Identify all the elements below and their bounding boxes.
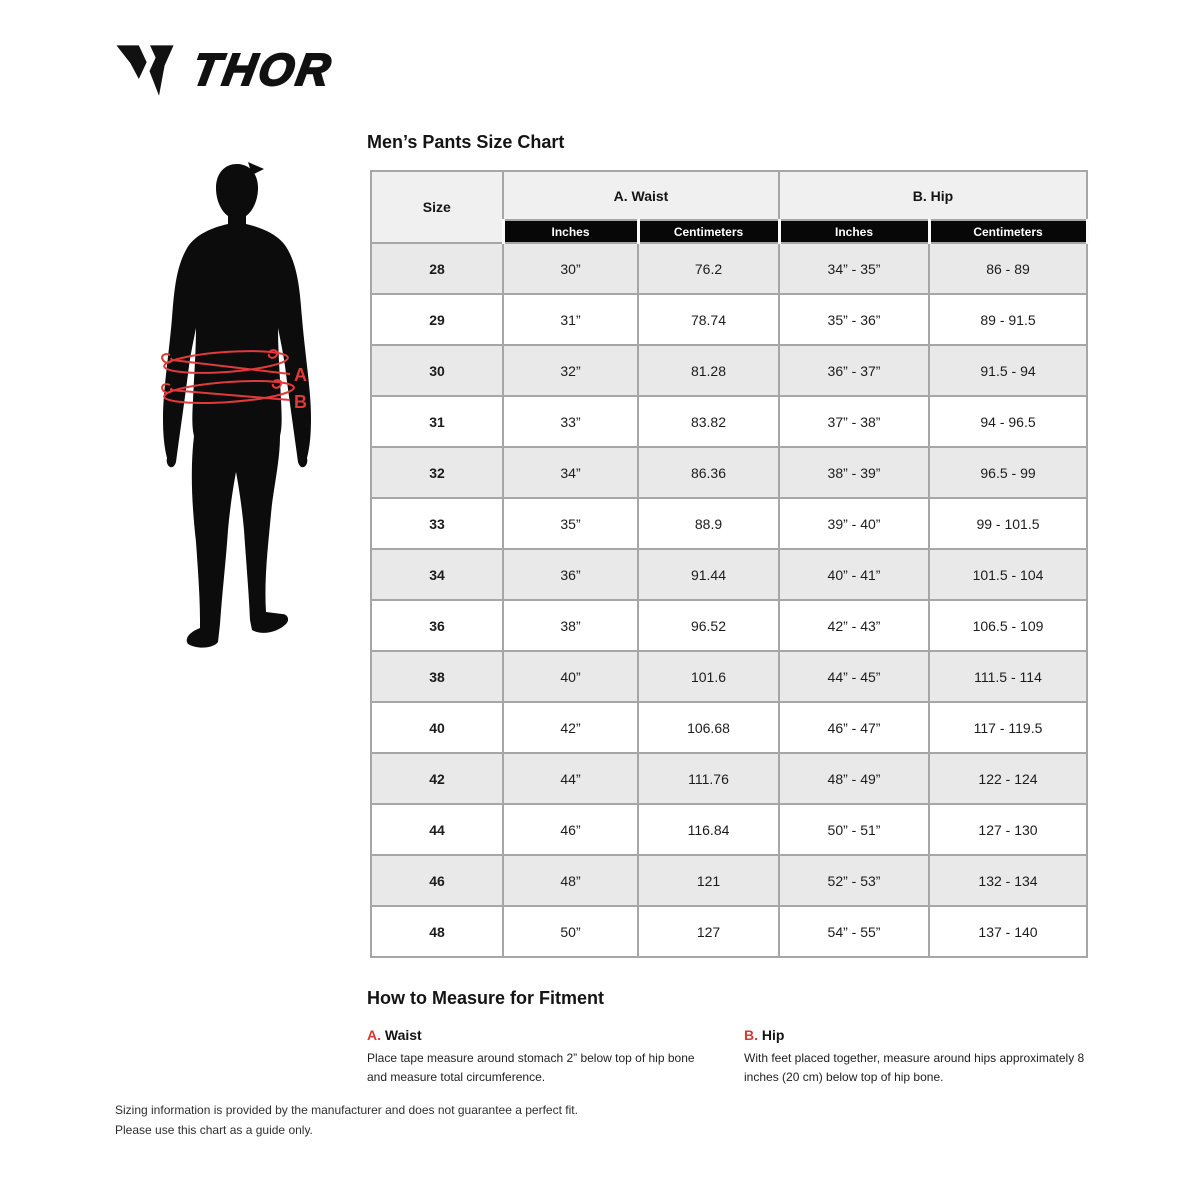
cell-size: 38 — [371, 651, 503, 702]
figure-label-b: B — [294, 392, 307, 412]
cell-hip-centimeters: 137 - 140 — [929, 906, 1087, 957]
cell-hip-centimeters: 89 - 91.5 — [929, 294, 1087, 345]
cell-waist-inches: 38” — [503, 600, 638, 651]
cell-hip-inches: 35” - 36” — [779, 294, 929, 345]
cell-hip-inches: 46” - 47” — [779, 702, 929, 753]
cell-waist-inches: 32” — [503, 345, 638, 396]
measure-item-hip-title — [744, 1027, 1089, 1043]
cell-hip-inches: 40” - 41” — [779, 549, 929, 600]
cell-size: 44 — [371, 804, 503, 855]
cell-size: 40 — [371, 702, 503, 753]
cell-waist-centimeters: 106.68 — [638, 702, 779, 753]
page-title: Men’s Pants Size Chart — [367, 132, 565, 152]
cell-hip-inches: 44” - 45” — [779, 651, 929, 702]
measure-name-waist: Waist — [384, 1027, 422, 1043]
subheader-hip-centimeters: Centimeters — [929, 220, 1087, 243]
cell-size: 48 — [371, 906, 503, 957]
thor-horns-icon — [113, 42, 177, 98]
table-row — [371, 804, 1087, 855]
column-header-size: Size — [371, 171, 503, 243]
cell-hip-inches: 36” - 37” — [779, 345, 929, 396]
cell-size: 30 — [371, 345, 503, 396]
cell-waist-inches: 34” — [503, 447, 638, 498]
cell-hip-centimeters: 96.5 - 99 — [929, 447, 1087, 498]
table-row — [371, 243, 1087, 294]
cell-hip-centimeters: 132 - 134 — [929, 855, 1087, 906]
cell-hip-inches: 39” - 40” — [779, 498, 929, 549]
table-row — [371, 702, 1087, 753]
table-row — [371, 855, 1087, 906]
measure-item-waist-title — [367, 1027, 744, 1043]
cell-size: 46 — [371, 855, 503, 906]
table-row — [371, 345, 1087, 396]
cell-hip-centimeters: 127 - 130 — [929, 804, 1087, 855]
table-row — [371, 447, 1087, 498]
cell-hip-inches: 34” - 35” — [779, 243, 929, 294]
cell-hip-inches: 48” - 49” — [779, 753, 929, 804]
cell-hip-inches: 54” - 55” — [779, 906, 929, 957]
cell-hip-centimeters: 94 - 96.5 — [929, 396, 1087, 447]
measure-item-hip — [744, 1027, 1089, 1086]
cell-waist-centimeters: 111.76 — [638, 753, 779, 804]
fitment-figure — [130, 150, 350, 670]
cell-size: 33 — [371, 498, 503, 549]
cell-waist-centimeters: 121 — [638, 855, 779, 906]
cell-hip-centimeters: 117 - 119.5 — [929, 702, 1087, 753]
cell-waist-inches: 42” — [503, 702, 638, 753]
cell-hip-centimeters: 99 - 101.5 — [929, 498, 1087, 549]
measure-letter-b: B. — [744, 1027, 758, 1043]
measure-letter-a: A. — [367, 1027, 381, 1043]
subheader-hip-inches: Inches — [779, 220, 929, 243]
cell-waist-inches: 33” — [503, 396, 638, 447]
size-table — [370, 170, 1089, 958]
table-row — [371, 498, 1087, 549]
cell-waist-inches: 35” — [503, 498, 638, 549]
cell-hip-centimeters: 106.5 - 109 — [929, 600, 1087, 651]
cell-waist-centimeters: 81.28 — [638, 345, 779, 396]
cell-waist-centimeters: 101.6 — [638, 651, 779, 702]
cell-waist-centimeters: 91.44 — [638, 549, 779, 600]
table-row — [371, 396, 1087, 447]
sizing-disclaimer — [115, 1100, 578, 1141]
table-row — [371, 753, 1087, 804]
cell-hip-inches: 50” - 51” — [779, 804, 929, 855]
cell-waist-centimeters: 127 — [638, 906, 779, 957]
cell-size: 29 — [371, 294, 503, 345]
cell-waist-inches: 50” — [503, 906, 638, 957]
subheader-waist-centimeters: Centimeters — [638, 220, 779, 243]
cell-waist-centimeters: 88.9 — [638, 498, 779, 549]
cell-waist-inches: 44” — [503, 753, 638, 804]
cell-waist-inches: 46” — [503, 804, 638, 855]
cell-size: 28 — [371, 243, 503, 294]
size-table-body — [371, 243, 1087, 957]
column-group-hip: B. Hip — [779, 171, 1087, 220]
table-row — [371, 549, 1087, 600]
cell-hip-centimeters: 111.5 - 114 — [929, 651, 1087, 702]
cell-waist-inches: 48” — [503, 855, 638, 906]
measure-text-hip: With feet placed together, measure around hips approximately 8 inches (20 cm) below top of hip bone. — [744, 1051, 1085, 1084]
table-row — [371, 651, 1087, 702]
cell-size: 32 — [371, 447, 503, 498]
cell-hip-inches: 52” - 53” — [779, 855, 929, 906]
how-to-measure-heading: How to Measure for Fitment — [367, 988, 605, 1008]
disclaimer-line-1: Sizing information is provided by the manufacturer and does not guarantee a perfect fit. — [115, 1103, 578, 1117]
cell-waist-centimeters: 83.82 — [638, 396, 779, 447]
body-silhouette — [163, 162, 311, 648]
cell-size: 31 — [371, 396, 503, 447]
how-to-measure-section — [367, 988, 1089, 1086]
cell-waist-inches: 31” — [503, 294, 638, 345]
brand-logo — [113, 42, 338, 98]
brand-wordmark: THOR — [188, 44, 338, 95]
cell-hip-inches: 42” - 43” — [779, 600, 929, 651]
cell-waist-centimeters: 86.36 — [638, 447, 779, 498]
subheader-waist-inches: Inches — [503, 220, 638, 243]
cell-waist-centimeters: 78.74 — [638, 294, 779, 345]
cell-hip-centimeters: 122 - 124 — [929, 753, 1087, 804]
cell-hip-inches: 37” - 38” — [779, 396, 929, 447]
table-row — [371, 600, 1087, 651]
cell-size: 42 — [371, 753, 503, 804]
measure-item-waist — [367, 1027, 744, 1086]
cell-waist-inches: 40” — [503, 651, 638, 702]
table-row — [371, 294, 1087, 345]
cell-hip-inches: 38” - 39” — [779, 447, 929, 498]
figure-label-a: A — [294, 365, 307, 385]
column-group-waist: A. Waist — [503, 171, 779, 220]
disclaimer-line-2: Please use this chart as a guide only. — [115, 1123, 313, 1138]
table-row — [371, 906, 1087, 957]
cell-hip-centimeters: 101.5 - 104 — [929, 549, 1087, 600]
cell-size: 36 — [371, 600, 503, 651]
cell-waist-centimeters: 96.52 — [638, 600, 779, 651]
cell-size: 34 — [371, 549, 503, 600]
measure-text-waist: Place tape measure around stomach 2” below top of hip bone and measure total circumference. — [367, 1051, 695, 1084]
cell-waist-centimeters: 116.84 — [638, 804, 779, 855]
cell-waist-inches: 30” — [503, 243, 638, 294]
cell-hip-centimeters: 86 - 89 — [929, 243, 1087, 294]
cell-hip-centimeters: 91.5 - 94 — [929, 345, 1087, 396]
cell-waist-inches: 36” — [503, 549, 638, 600]
cell-waist-centimeters: 76.2 — [638, 243, 779, 294]
measure-name-hip: Hip — [761, 1027, 785, 1043]
